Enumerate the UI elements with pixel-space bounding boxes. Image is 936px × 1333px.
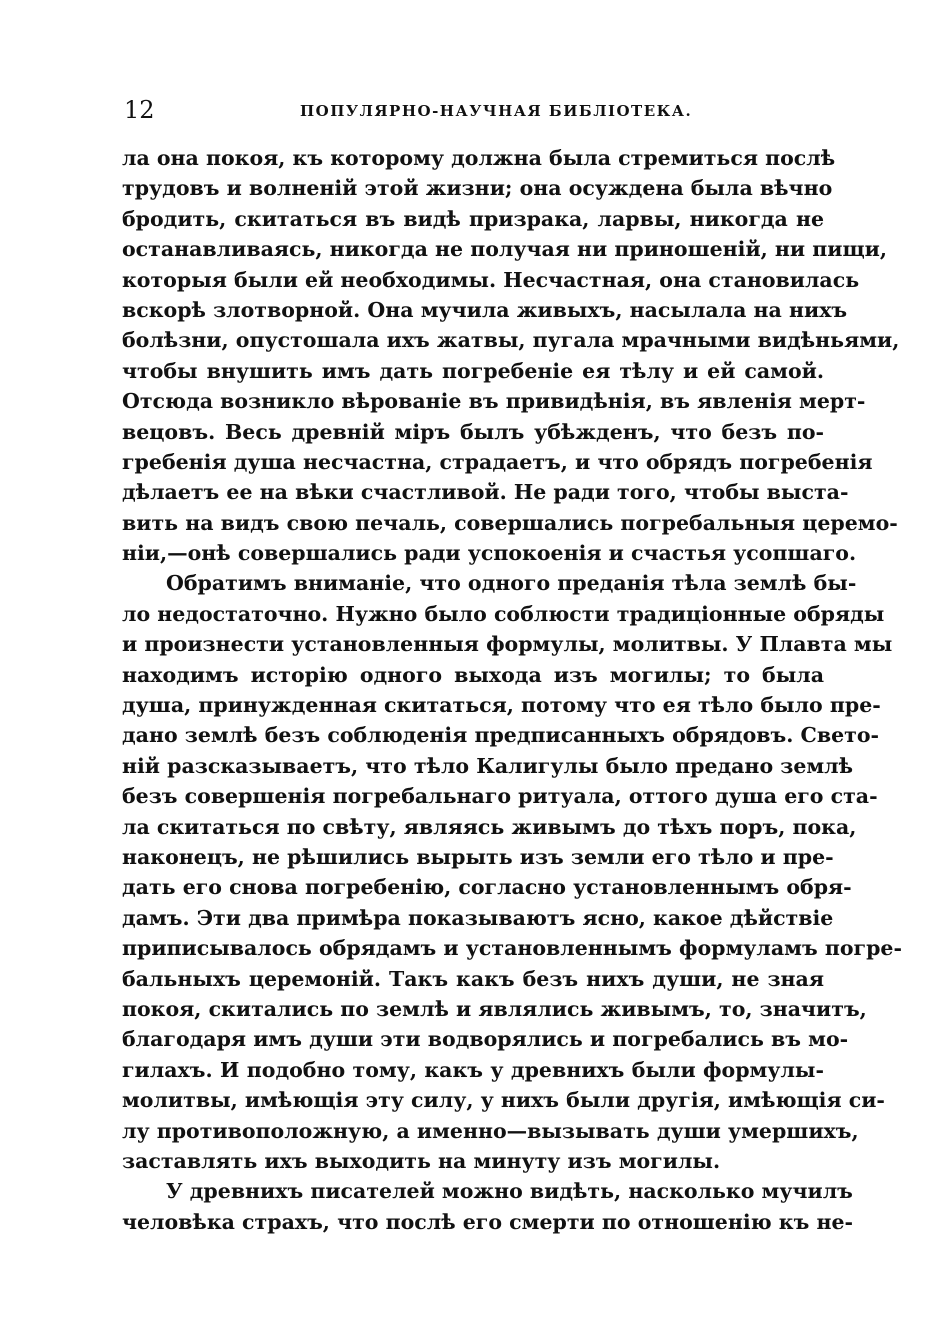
paragraph-first-line: У древнихъ писателей можно видѣть, насколько мучилъ — [166, 1179, 853, 1204]
running-title: ПОПУЛЯРНО-НАУЧНАЯ БИБЛІОТЕКА. — [300, 102, 693, 120]
text-line: гребенія душа несчастна, страдаетъ, и что обрядъ погребенія — [122, 449, 873, 474]
text-line: приписывалось обрядамъ и установленнымъ формуламъ погре- — [122, 936, 902, 961]
text-line: безъ совершенія погребальнаго ритуала, оттого душа его ста- — [122, 784, 878, 809]
text-line: ла она покоя, къ которому должна была стремиться послѣ — [122, 146, 836, 170]
page-number: 12 — [124, 96, 155, 124]
text-line: вскорѣ злотворной. Она мучила живыхъ, насылала на нихъ — [122, 297, 848, 322]
page-header — [124, 96, 824, 126]
text-line: Отсюда возникло вѣрованіе въ привидѣнія, въ явленія мерт- — [122, 389, 866, 414]
text-line: бродить, скитаться въ видѣ призрака, ларвы, никогда не — [122, 206, 824, 231]
text-line: ніи,—онѣ совершались ради успокоенія и счастья усопшаго. — [122, 541, 857, 566]
text-line: и произнести установленныя формулы, молитвы. У Плавта мы — [122, 632, 893, 657]
text-line: болѣзни, опустошала ихъ жатвы, пугала мрачными видѣньями, — [122, 328, 900, 353]
text-line: гилахъ. И подобно тому, какъ у древнихъ были формулы- — [122, 1057, 824, 1082]
text-line: дамъ. Эти два примѣра показываютъ ясно, какое дѣйствіе — [122, 905, 834, 930]
paragraph-first-line: Обратимъ вниманіе, что одного преданія тѣла землѣ бы- — [166, 571, 857, 596]
text-line: дѣлаетъ ее на вѣки счастливой. Не ради того, чтобы выста- — [122, 480, 849, 505]
text-line: благодаря имъ души эти водворялись и погребались въ мо- — [122, 1027, 849, 1052]
text-line: останавливаясь, никогда не получая ни приношеній, ни пищи, — [122, 237, 888, 262]
text-line: ло недостаточно. Нужно было соблюсти традиціонные обряды — [122, 601, 885, 626]
text-line: человѣка страхъ, что послѣ его смерти по отношенію къ не- — [122, 1209, 854, 1234]
text-line: дать его снова погребенію, согласно установленнымъ обря- — [122, 875, 852, 900]
text-line: покоя, скитались по землѣ и являлись живымъ, то, значитъ, — [122, 996, 867, 1021]
text-line: вецовъ. Весь древній міръ былъ убѣжденъ, что безъ по- — [122, 419, 824, 444]
text-line: душа, принужденная скитаться, потому что ея тѣло было пре- — [122, 693, 881, 718]
text-line: ній разсказываетъ, что тѣло Калигулы было предано землѣ — [122, 753, 854, 778]
text-line: лу противоположную, а именно—вызывать души умершихъ, — [122, 1118, 859, 1143]
text-line: бальныхъ церемоній. Такъ какъ безъ нихъ души, не зная — [122, 966, 824, 991]
text-line: заставлять ихъ выходить на минуту изъ могилы. — [122, 1148, 721, 1173]
text-line: трудовъ и волненій этой жизни; она осуждена была вѣчно — [122, 176, 833, 201]
text-line: молитвы, имѣющія эту силу, у нихъ были другія, имѣющія си- — [122, 1088, 885, 1113]
text-line: наконецъ, не рѣшились вырыть изъ земли его тѣло и пре- — [122, 844, 834, 869]
text-line: которыя были ей необходимы. Несчастная, она становилась — [122, 267, 860, 292]
text-line: вить на видъ свою печаль, совершались погребальныя церемо- — [122, 510, 898, 535]
text-line: чтобы внушить имъ дать погребеніе ея тѣлу и ей самой. — [122, 358, 824, 383]
body-text — [122, 143, 902, 1237]
text-line: дано землѣ безъ соблюденія предписанныхъ обрядовъ. Свето- — [122, 723, 879, 748]
text-line: находимъ исторію одного выхода изъ могилы; то была — [122, 662, 824, 687]
text-line: ла скитаться по свѣту, являясь живымъ до тѣхъ поръ, пока, — [122, 814, 857, 839]
